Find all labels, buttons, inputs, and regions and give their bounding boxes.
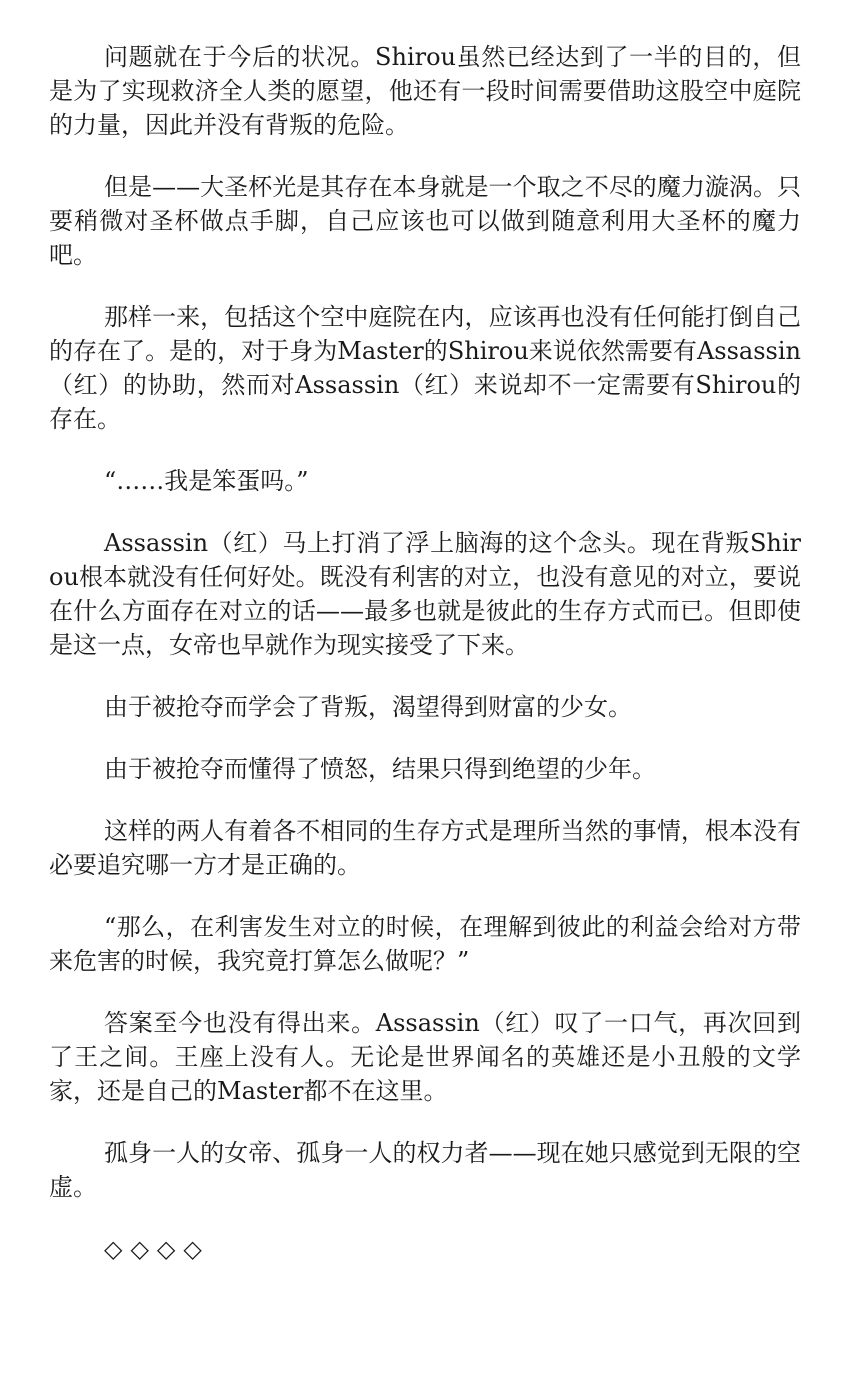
paragraph-3: 那样一来，包括这个空中庭院在内，应该再也没有任何能打倒自己的存在了。是的，对于身为Master的Shirou来说依然需要有Assassin（红）的协助，然而对Assassin（红）来说却不一定需要有Shirou的存在。 <box>49 303 801 433</box>
paragraph-10: 答案至今也没有得出来。Assassin（红）叹了一口气，再次回到了王之间。王座上没有人。无论是世界闻名的英雄还是小丑般的文学家，还是自己的Master都不在这里。 <box>49 1009 801 1105</box>
paragraph-4-dialogue: “……我是笨蛋吗。” <box>104 467 309 495</box>
document-page <box>49 40 801 1266</box>
paragraph-1: 问题就在于今后的状况。Shirou虽然已经达到了一半的目的，但是为了实现救济全人类的愿望，他还有一段时间需要借助这股空中庭院的力量，因此并没有背叛的危险。 <box>49 43 801 139</box>
paragraph-2: 但是——大圣杯光是其存在本身就是一个取之不尽的魔力漩涡。只要稍微对圣杯做点手脚，自己应该也可以做到随意利用大圣杯的魔力吧。 <box>49 173 801 269</box>
paragraph-7: 由于被抢夺而懂得了愤怒，结果只得到绝望的少年。 <box>104 755 656 783</box>
paragraph-6: 由于被抢夺而学会了背叛，渴望得到财富的少女。 <box>104 693 632 721</box>
section-separator: ◇◇◇◇ <box>104 1235 210 1263</box>
paragraph-9-dialogue: “那么，在利害发生对立的时候，在理解到彼此的利益会给对方带来危害的时候，我究竟打算怎么做呢？” <box>49 913 801 975</box>
paragraph-8: 这样的两人有着各不相同的生存方式是理所当然的事情，根本没有必要追究哪一方才是正确的。 <box>49 817 801 879</box>
paragraph-11: 孤身一人的女帝、孤身一人的权力者——现在她只感觉到无限的空虚。 <box>49 1139 801 1201</box>
paragraph-5: Assassin（红）马上打消了浮上脑海的这个念头。现在背叛Shirou根本就没有任何好处。既没有利害的对立，也没有意见的对立，要说在什么方面存在对立的话——最多也就是彼此的生存方式而已。但即使是这一点，女帝也早就作为现实接受了下来。 <box>49 529 801 659</box>
